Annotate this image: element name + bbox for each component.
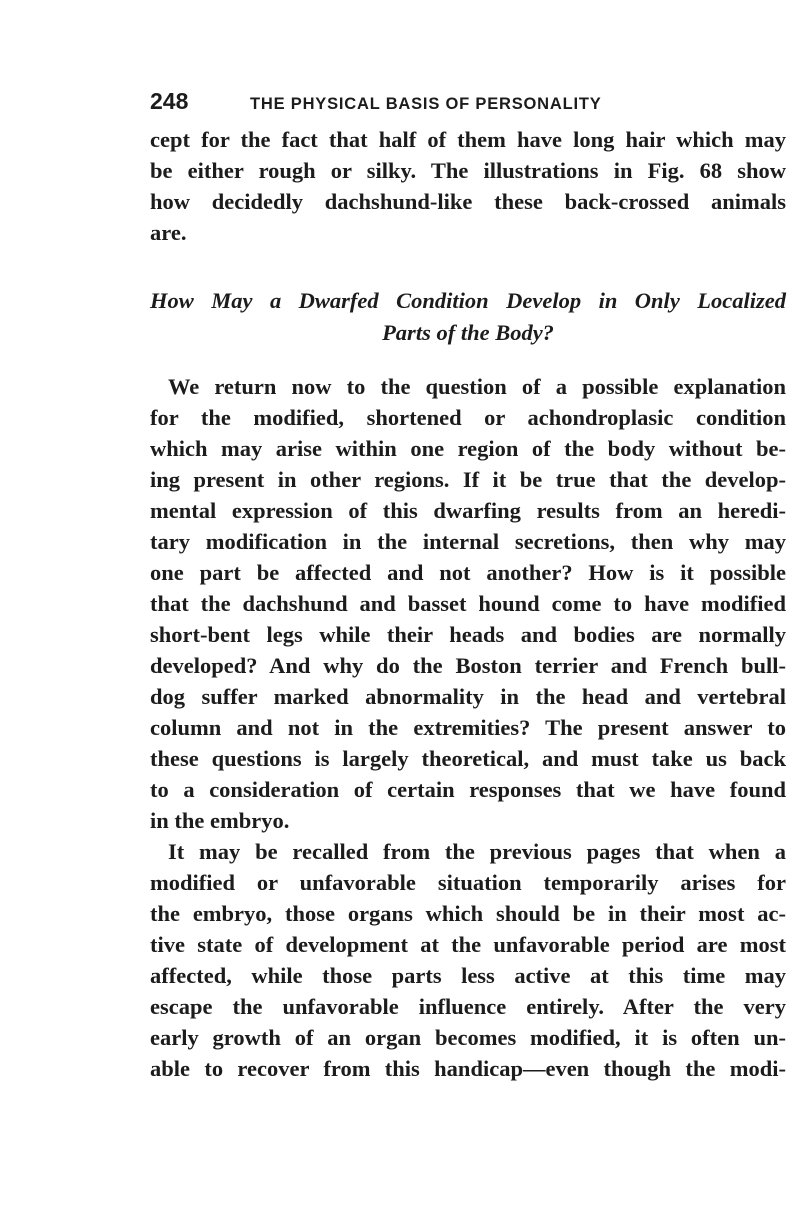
section-heading-line: Parts of the Body? [382, 320, 554, 345]
text-line: cept for the fact that half of them have long hair which may [150, 127, 786, 152]
running-header [150, 88, 786, 122]
text-line: in the embryo. [150, 808, 290, 833]
text-line: It may be recalled from the previous pages that when a [168, 839, 786, 864]
section-heading [150, 285, 786, 349]
running-title: THE PHYSICAL BASIS OF PERSONALITY [250, 95, 602, 113]
body-paragraph [150, 371, 786, 836]
page-number: 248 [150, 88, 189, 114]
text-line: how decidedly dachshund-like these back-crossed animals [150, 189, 786, 214]
text-line: column and not in the extremities? The present answer to [150, 715, 786, 740]
text-line: be either rough or silky. The illustrations in Fig. 68 show [150, 158, 786, 183]
text-line: for the modified, shortened or achondroplasic condition [150, 405, 786, 430]
text-line: one part be affected and not another? How is it possible [150, 560, 786, 585]
text-line: are. [150, 220, 187, 245]
text-line: developed? And why do the Boston terrier and French bull- [150, 653, 786, 678]
text-line: able to recover from this handicap—even though the modi- [150, 1056, 786, 1081]
text-line: dog suffer marked abnormality in the head and vertebral [150, 684, 786, 709]
text-line: short-bent legs while their heads and bodies are normally [150, 622, 786, 647]
text-line: early growth of an organ becomes modified, it is often un- [150, 1025, 786, 1050]
text-line: these questions is largely theoretical, and must take us back [150, 746, 786, 771]
text-line: tive state of development at the unfavorable period are most [150, 932, 786, 957]
text-line: ing present in other regions. If it be true that the develop- [150, 467, 786, 492]
opening-paragraph [150, 124, 786, 248]
text-line: the embryo, those organs which should be in their most ac- [150, 901, 786, 926]
text-line: mental expression of this dwarfing results from an heredi- [150, 498, 786, 523]
text-line: that the dachshund and basset hound come to have modified [150, 591, 786, 616]
text-line: affected, while those parts less active at this time may [150, 963, 786, 988]
book-page [150, 88, 786, 1084]
text-line: to a consideration of certain responses that we have found [150, 777, 786, 802]
text-line: which may arise within one region of the body without be- [150, 436, 786, 461]
text-line: We return now to the question of a possible explanation [168, 374, 786, 399]
section-heading-line: How May a Dwarfed Condition Develop in Only Localized [150, 288, 786, 313]
body-paragraph [150, 836, 786, 1084]
text-line: modified or unfavorable situation temporarily arises for [150, 870, 786, 895]
text-line: tary modification in the internal secretions, then why may [150, 529, 786, 554]
text-line: escape the unfavorable influence entirely. After the very [150, 994, 786, 1019]
